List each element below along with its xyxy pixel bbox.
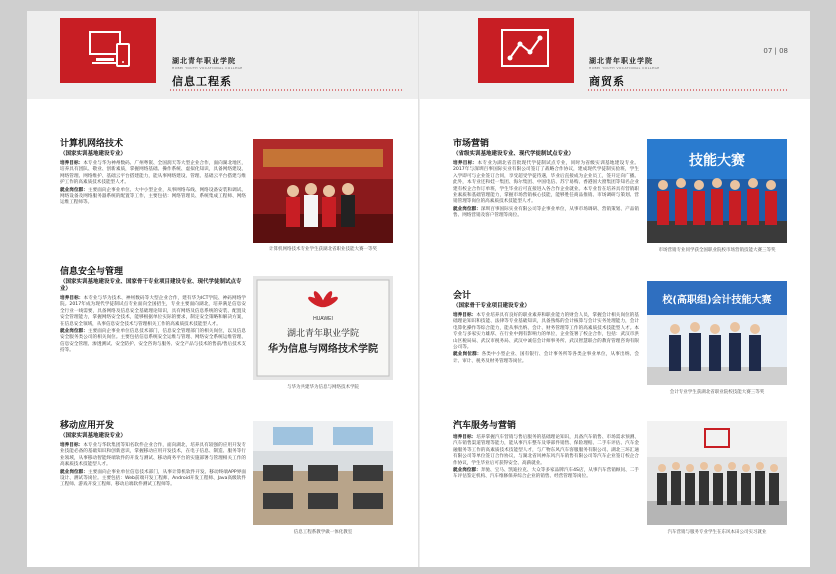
- section-subtitle: （国家实训基地建设专业、国家骨干专业项目建设专业、现代学徒制试点专业）: [60, 279, 242, 292]
- photo-caption: 与华为共建华为信息与网络技术学院: [287, 385, 359, 390]
- computer-icon: [60, 18, 156, 83]
- computer-icon-box: [60, 18, 156, 83]
- department-title: 商贸系: [589, 75, 625, 88]
- section-jobs: 就业岗位群：深圳百事国际实业有限公司等企事业单位，从事市场调研、营销策划、产品销售、网络营销及客户管理等岗位。: [453, 206, 639, 219]
- section-goal: 培养目标：本专业与华为神州数码、广州粤嵌、全国润天等大型企业合作，面向湖北地区，培养具有团队、敬业、创新素质，掌握网络基础、操作系统、虚拟化知识，具备网络建设、网络管理、网络维护、基础云平台搭建能力，能从事网络建设、管理、基础云平台搭建与维护工作的高素质技术技能型人才。: [60, 161, 246, 186]
- department-title: 信息工程系: [172, 75, 232, 88]
- svg-text:华为信息与网络技术学院: 华为信息与网络技术学院: [268, 344, 378, 355]
- dotted-divider: [169, 89, 404, 91]
- left-page: [27, 11, 418, 567]
- photo-caption: 市场营销专业同学获全国职业院校市场营销技能大赛三等奖: [658, 248, 776, 253]
- section-network: [60, 139, 246, 207]
- section-jobs: 就业岗位群：主要面向企事业单位信息技术部门，从事计算机软件开发、移动终端APP界面设计、测试等岗位。主要包括：Web前端开发工程师、Android开发工程师、Java高级软件工程师、游戏开发工程师、移动后端软件测试工程师等。: [60, 469, 246, 488]
- section-jobs: 就业岗位群：主要面向企事业单位信息技术部门，信息安全管理部门的相关岗位，以及信息安全服务类公司的相关岗位。主要包括信息系统安全运维与管理、网络安全系统运维管理、信息安全管理、渗透测试、安全防护、安全咨询与服务、安全产品与技术的售前/售后技术支持等。: [60, 329, 246, 354]
- section-goal: 培养目标：本专业培养具有良好的职业素养和职业能力的财会人员，掌握会计相关岗位的基础理论知识和技能、法律等专业基础知识，具备熟练的会计核算与会计实务处理能力，会计电算化操作等综合能力，能从事出纳、会计、财务管理等工作的高素质技术技能型人才。本专业与多家实力雄厚、在行业中拥有影响力的单位，企业签署了校企合作，包括：武汉市洪山区税局局、武汉市税务局、武汉中诚信会计师事务所、武汉智慧联合的教育管理咨询有限公司等。: [453, 313, 639, 351]
- school-name-en: HUBEI YOUTH VOCATIONAL COLLEGE: [172, 66, 243, 70]
- section-goal: 培养目标：本专业为湖北省首批现代学徒制试点专业，同时为省级实训基地建设专业。2017年与深圳百事国际实业有限公司签订了战略合作协议，建成现代学徒制实验班，学生入学即可与企业签订合同，享受超受学徒待遇，毕业后直接成为企业员工，签开定向广播。此外，本专业还和娃一集团、海尔集团、中国电信、苏宁易购、香港国大窗集团等知名企业建有校企合作订单班，学生毕业后可直接进入各合作企业就业。本专业旨在培养具有营销职业素质和基础管理能力，掌握市场营销核心技能，能够胜任商品推销、市场调研与策划、营销管理等岗位的高素质技术技能型人才。: [453, 161, 639, 205]
- school-name: 湖北青年职业学院: [172, 56, 236, 65]
- photo-classroom: [253, 421, 393, 525]
- section-title: 信息安全与管理: [60, 267, 124, 277]
- photo-honda-internship: [647, 421, 787, 525]
- right-page: [419, 11, 810, 567]
- section-subtitle: （国家骨干专业项目建设专业）: [453, 303, 531, 309]
- section-subtitle: （省级实训基地建设专业、现代学徒制试点专业）: [453, 151, 575, 157]
- school-name-en: HUBEI YOUTH VOCATIONAL COLLEGE: [589, 66, 660, 70]
- photo-caption: 信息工程系教学做一体化教室: [293, 530, 353, 535]
- section-marketing: [453, 139, 639, 220]
- dotted-divider: [587, 89, 787, 91]
- section-security: [60, 267, 246, 355]
- svg-text:校(高职组)会计技能大赛: 校(高职组)会计技能大赛: [662, 295, 772, 306]
- section-title: 市场营销: [453, 139, 490, 149]
- section-mobile: [60, 421, 246, 489]
- section-goal: 培养目标：培养掌握汽车营销与售后服务的基础理论知识，具备汽车销售、市场需求预测、汽车销售渠道管理等能力，能从事汽车整车及零部件销售、保险理赔、二手车评估、汽车金融服务等工作的高素质技术技能型人才，与广物东风汽车客服服务有限公司、湖北三环汇通有限公司等单位签订合作协议，与湖北省风神东风汽车销售有限公司等汽车企业签订校企合作协议，学生毕业后可获得安全、高薪就业。: [453, 435, 639, 466]
- line-chart-icon: [478, 18, 574, 83]
- photo-caption: 计算机网络技术专业学生获湖北省职业技能大赛一等奖: [269, 247, 377, 252]
- photo-marketing-award: [647, 139, 787, 243]
- brochure-spread: [27, 11, 810, 567]
- section-jobs: 就业岗位群：各类中小型企业、国有银行、会计事务所等各类企事业单位，从事出纳、会计、审计、税务及财务管理等岗位。: [453, 352, 639, 364]
- section-subtitle: （国家实训基地建设专业）: [60, 151, 127, 157]
- section-title: 会计: [453, 291, 472, 301]
- section-title: 移动应用开发: [60, 421, 115, 431]
- section-goal: 培养目标：本专业与华软集团等知名软件企业合作，面向湖北，培养具有较强的应用开发专业技能必备的基础知识和创新意识，掌握移动应用开发技术，在电子信息、制造、服务等行业领域，从事移动智能终端软件的开发与测试、移动商务平台的实施部署与管理相关工作的高素质技术技能型人才。: [60, 443, 246, 468]
- section-jobs: 就业岗位群：奔驰、宝马、凯迪拉克、大众等多家品牌汽车4S店，从事汽车营销顾问、二手车评估鉴定机构、汽车维修保养综合企业的销售、经营管理等岗位。: [453, 468, 639, 480]
- photo-caption: 汽车营销与服务专业学生在东风本田公司实习就业: [667, 530, 767, 535]
- section-accounting: [453, 291, 639, 365]
- school-name: 湖北青年职业学院: [589, 56, 653, 65]
- section-jobs: 就业岗位群：主要面向企事业单位、大中小型企业，从事网络布线、网络设备安装和调试、网络设备及网络服务器系统的配置等工作，主要包括：网络管理员、系统集成工程师、网络运维工程师等。: [60, 187, 246, 206]
- section-goal: 培养目标：本专业与华为技术、神州数码等大型企业合作，建有华为ICT学院、神码网络学院。2017年成为现代学徒制试点专业面向全国招生，专业主要面向湖北，培养满足信息安全行业一线需要，具备网络及信息安全基础理论知识，具有网络及信息系统的安装、配置及安全管理能力，掌握网络安全技术，能够根据单位实际的要求，制定安全策略和解决方案，在信息安全领域，从事信息安全技术与管理相关工作的高素质技术技能型人才。: [60, 296, 246, 327]
- page-number: 07 | 08: [763, 47, 788, 55]
- svg-text:技能大赛: 技能大赛: [689, 153, 745, 169]
- photo-accounting-award: [647, 281, 787, 385]
- section-auto-service: [453, 421, 639, 481]
- section-title: 汽车服务与营销: [453, 421, 517, 431]
- svg-text:HUAWEI: HUAWEI: [313, 316, 333, 322]
- photo-huawei-plaque: [253, 276, 393, 380]
- section-subtitle: （国家实训基地建设专业）: [60, 433, 127, 439]
- chart-icon-box: [478, 18, 574, 83]
- photo-caption: 会计专业学生获湖北省职业院校技能大赛三等奖: [669, 390, 765, 395]
- svg-text:湖北青年职业学院: 湖北青年职业学院: [286, 329, 360, 339]
- section-title: 计算机网络技术: [60, 139, 124, 149]
- photo-award-students: [253, 139, 393, 243]
